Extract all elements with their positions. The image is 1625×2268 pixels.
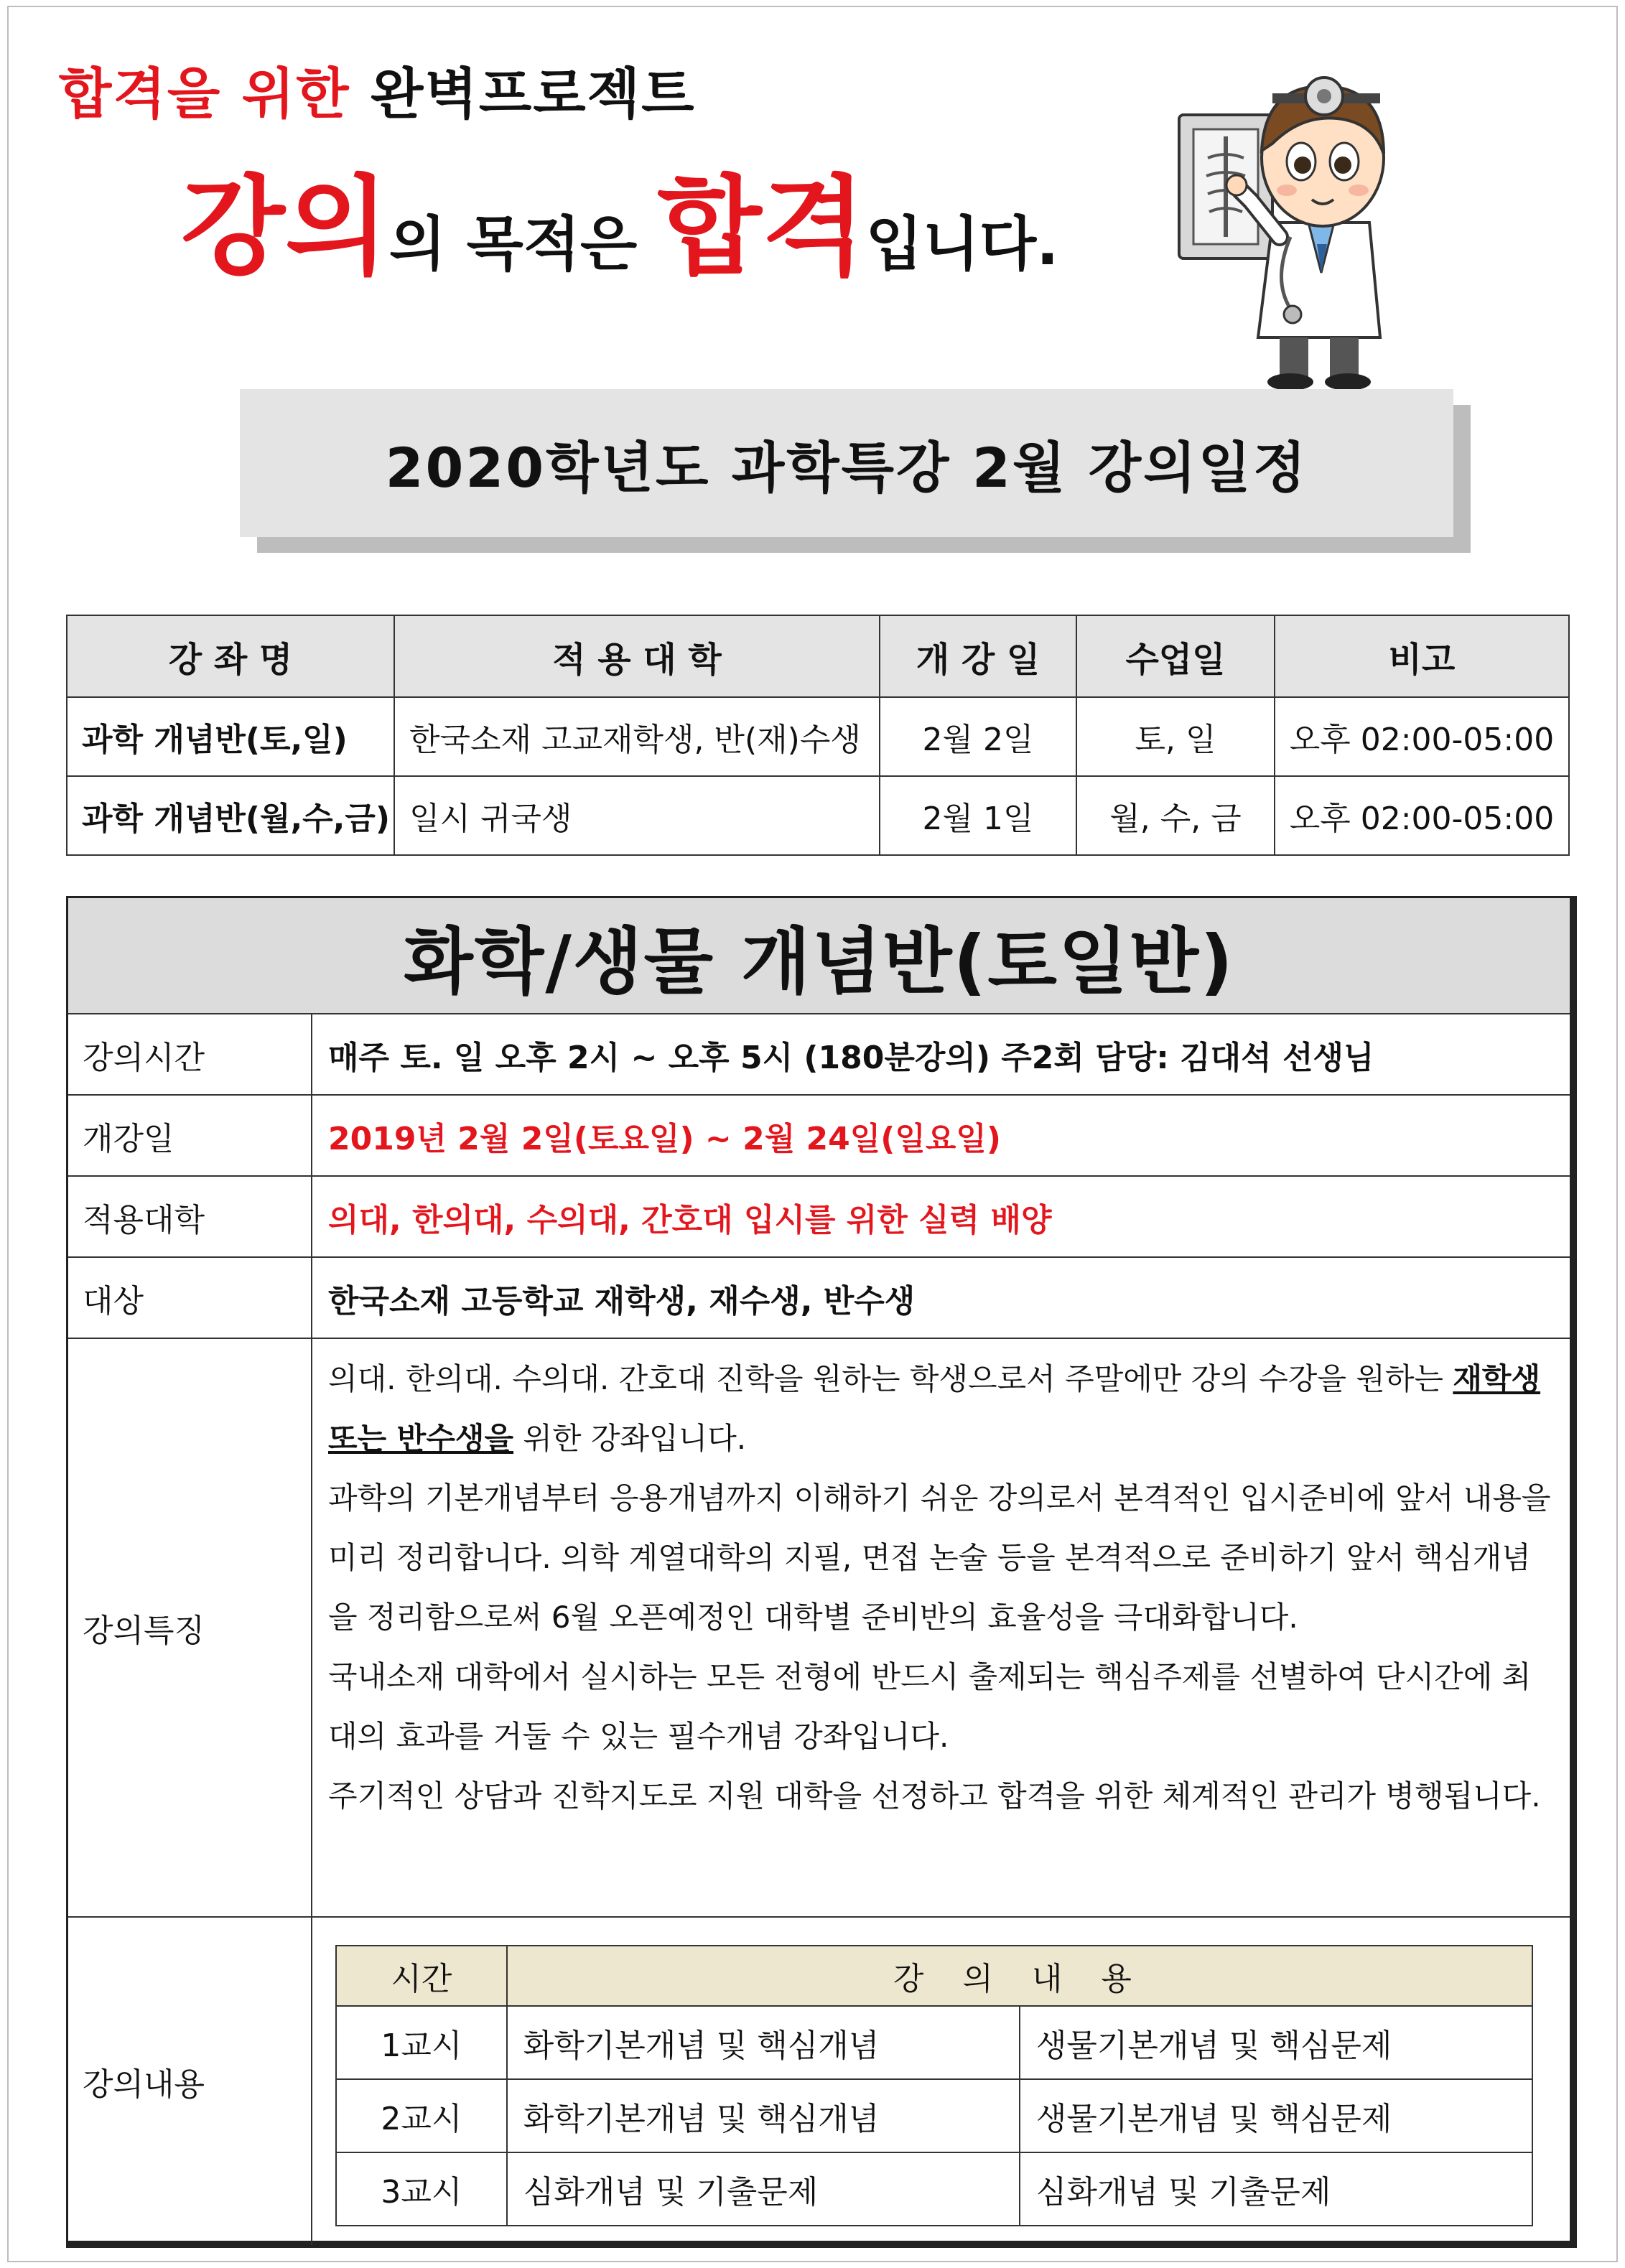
detail-label: 강의시간 <box>68 1014 312 1094</box>
remarks-cell: 오후 02:00-05:00 <box>1275 697 1569 776</box>
lecture-content-table <box>335 1945 1533 2226</box>
table-row <box>336 2079 1532 2152</box>
detail-row-target <box>68 1258 1570 1339</box>
content-header-cell: 강 의 내 용 <box>507 1946 1532 2006</box>
start-date-cell: 2월 1일 <box>880 776 1076 855</box>
schedule-header-row <box>67 615 1569 697</box>
course-name-cell: 과학 개념반(월,수,금) <box>67 776 394 855</box>
detail-row-content <box>68 1918 1570 2245</box>
promo-headline: 합격을 위한 완벽프로젝트 <box>59 62 696 126</box>
feature-paragraph: 주기적인 상담과 진학지도로 지원 대학을 선정하고 합격을 위한 체계적인 관리가 병행됩니다. <box>328 1778 1541 1814</box>
table-row <box>67 697 1569 776</box>
target-students-value: 한국소재 고등학교 재학생, 재수생, 반수생 <box>328 1282 916 1320</box>
table-row <box>67 776 1569 855</box>
schedule-header-cell: 개 강 일 <box>880 615 1076 697</box>
class-days-cell: 월, 수, 금 <box>1076 776 1275 855</box>
doctor-illustration <box>1165 36 1423 395</box>
schedule-header-cell: 적 용 대 학 <box>394 615 880 697</box>
class-days-cell: 토, 일 <box>1076 697 1275 776</box>
detail-label: 강의특징 <box>68 1339 312 1916</box>
biology-topic-cell: 생물기본개념 및 핵심문제 <box>1020 2006 1532 2079</box>
detail-row-features <box>68 1339 1570 1918</box>
lecture-time-value: 매주 토. 일 오후 2시 ~ 오후 5시 (180분강의) 주2회 담당: 김대석 선생님 <box>328 1039 1374 1076</box>
document-page <box>7 6 1618 2262</box>
feature-paragraph: 국내소재 대학에서 실시하는 모든 전형에 반드시 출제되는 핵심주제를 선별하여 단시간에 최대의 효과를 거둘 수 있는 필수개념 강좌입니다. <box>328 1659 1532 1754</box>
page-title: 2020학년도 과학특강 2월 강의일정 <box>240 389 1453 537</box>
chemistry-topic-cell: 화학기본개념 및 핵심개념 <box>507 2006 1020 2079</box>
start-date-cell: 2월 2일 <box>880 697 1076 776</box>
content-header-row <box>336 1946 1532 2006</box>
feature-paragraph: 과학의 기본개념부터 응용개념까지 이해하기 쉬운 강의로서 본격적인 입시준비에 앞서 내용을 미리 정리합니다. 의학 계열대학의 지필, 면접 논술 등을 본격적으로 준비하기 앞서 핵심개념을 정리함으로써 6월 오픈예정인 대학별 준비반의 효율성을 극대화합니다. <box>328 1480 1551 1635</box>
period-cell: 3교시 <box>336 2152 507 2226</box>
detail-label: 개강일 <box>68 1096 312 1175</box>
feature-paragraph: 의대. 한의대. 수의대. 간호대 진학을 원하는 학생으로서 주말에만 강의 수강을 원하는 재학생 또는 반수생을 위한 강좌입니다. <box>328 1361 1541 1456</box>
schedule-header-cell: 비고 <box>1275 615 1569 697</box>
lecture-features-text <box>312 1339 1570 1916</box>
course-name-cell: 과학 개념반(토,일) <box>67 697 394 776</box>
remarks-cell: 오후 02:00-05:00 <box>1275 776 1569 855</box>
table-row <box>336 2006 1532 2079</box>
chemistry-topic-cell: 심화개념 및 기출문제 <box>507 2152 1020 2226</box>
detail-label: 적용대학 <box>68 1177 312 1256</box>
schedule-header-cell: 강 좌 명 <box>67 615 394 697</box>
course-detail-panel <box>66 896 1577 2248</box>
eligibility-cell: 한국소재 고교재학생, 반(재)수생 <box>394 697 880 776</box>
biology-topic-cell: 심화개념 및 기출문제 <box>1020 2152 1532 2226</box>
course-detail-heading: 화학/생물 개념반(토일반) <box>68 898 1570 1014</box>
period-cell: 2교시 <box>336 2079 507 2152</box>
start-date-value: 2019년 2월 2일(토요일) ~ 2월 24일(일요일) <box>328 1120 1001 1157</box>
detail-row-start <box>68 1096 1570 1177</box>
content-header-cell: 시간 <box>336 1946 507 2006</box>
table-row <box>336 2152 1532 2226</box>
period-cell: 1교시 <box>336 2006 507 2079</box>
schedule-table <box>66 615 1570 856</box>
target-univ-value: 의대, 한의대, 수의대, 간호대 입시를 위한 실력 배양 <box>328 1201 1052 1238</box>
detail-label: 강의내용 <box>68 1918 312 2245</box>
promo-slogan: 강의의 목적은 합격입니다. <box>181 165 1059 290</box>
chemistry-topic-cell: 화학기본개념 및 핵심개념 <box>507 2079 1020 2152</box>
detail-row-univ <box>68 1177 1570 1258</box>
content-cell <box>312 1918 1570 2245</box>
detail-label: 대상 <box>68 1258 312 1338</box>
detail-row-time <box>68 1014 1570 1096</box>
schedule-header-cell: 수업일 <box>1076 615 1275 697</box>
biology-topic-cell: 생물기본개념 및 핵심문제 <box>1020 2079 1532 2152</box>
eligibility-cell: 일시 귀국생 <box>394 776 880 855</box>
